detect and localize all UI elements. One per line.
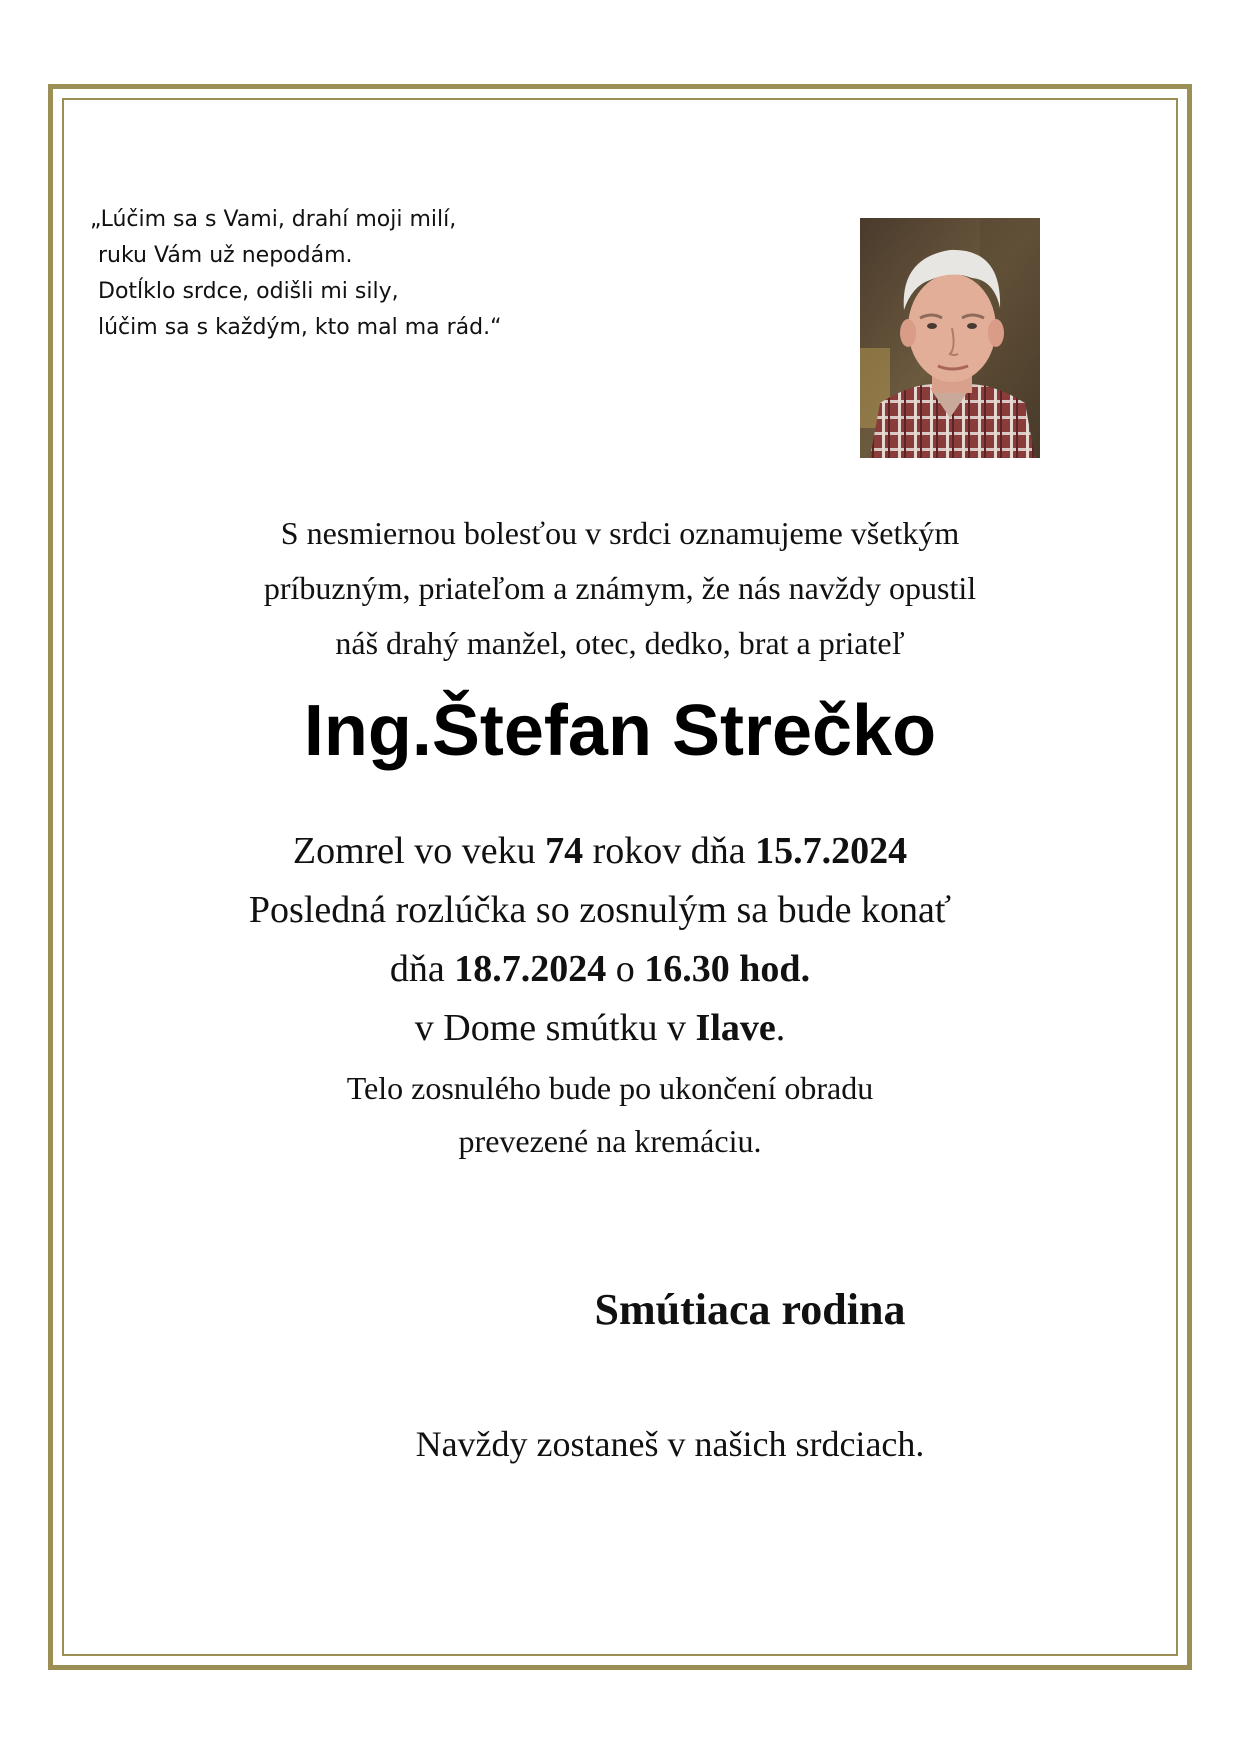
poem-line: Dotĺklo srdce, odišli mi sily,: [98, 279, 399, 304]
note-line: prevezené na kremáciu.: [458, 1123, 762, 1159]
farewell-info-line: Posledná rozlúčka so zosnulým sa bude konať: [248, 889, 952, 931]
announcement-line: S nesmiernou bolesťou v srdci oznamujeme všetkým: [280, 515, 960, 551]
death-info-line: [100, 822, 1100, 881]
age-value: 74: [545, 830, 584, 872]
family-signature: Smútiaca rodina: [594, 1285, 906, 1334]
poem-line: „Lúčim sa s Vami, drahí moji milí,: [90, 207, 457, 232]
death-info-mid: rokov dňa: [583, 830, 756, 872]
announcement-line: náš drahý manžel, otec, dedko, brat a priateľ: [335, 625, 905, 661]
announcement-text: [120, 506, 1120, 671]
portrait-photo: [860, 218, 1040, 458]
funeral-place-line: [100, 999, 1100, 1058]
deceased-name: Ing.Štefan Strečko: [303, 691, 937, 771]
funeral-time-prefix: o: [606, 948, 645, 990]
announcement-line: príbuzným, priateľom a známym, že nás navždy opustil: [263, 570, 977, 606]
portrait-illustration: [860, 218, 1040, 458]
poem-line: lúčim sa s každým, kto mal ma rád.“: [98, 315, 502, 340]
funeral-details: [100, 822, 1100, 1058]
funeral-place-prefix: v Dome smútku v: [414, 1007, 696, 1049]
funeral-date: 18.7.2024: [454, 948, 607, 990]
funeral-datetime-line: [100, 940, 1100, 999]
funeral-time: 16.30 hod.: [644, 948, 811, 990]
closing-line: Navždy zostaneš v našich srdciach.: [415, 1424, 925, 1464]
funeral-place-suffix: .: [775, 1007, 786, 1049]
note-line: Telo zosnulého bude po ukončení obradu: [346, 1070, 874, 1106]
funeral-date-prefix: dňa: [389, 948, 455, 990]
farewell-poem: [90, 202, 610, 346]
death-date: 15.7.2024: [755, 830, 908, 872]
cremation-note: [110, 1062, 1110, 1168]
poem-line: ruku Vám už nepodám.: [98, 243, 353, 268]
funeral-place: Ilave: [695, 1007, 776, 1049]
death-info-prefix: Zomrel vo veku: [292, 830, 546, 872]
